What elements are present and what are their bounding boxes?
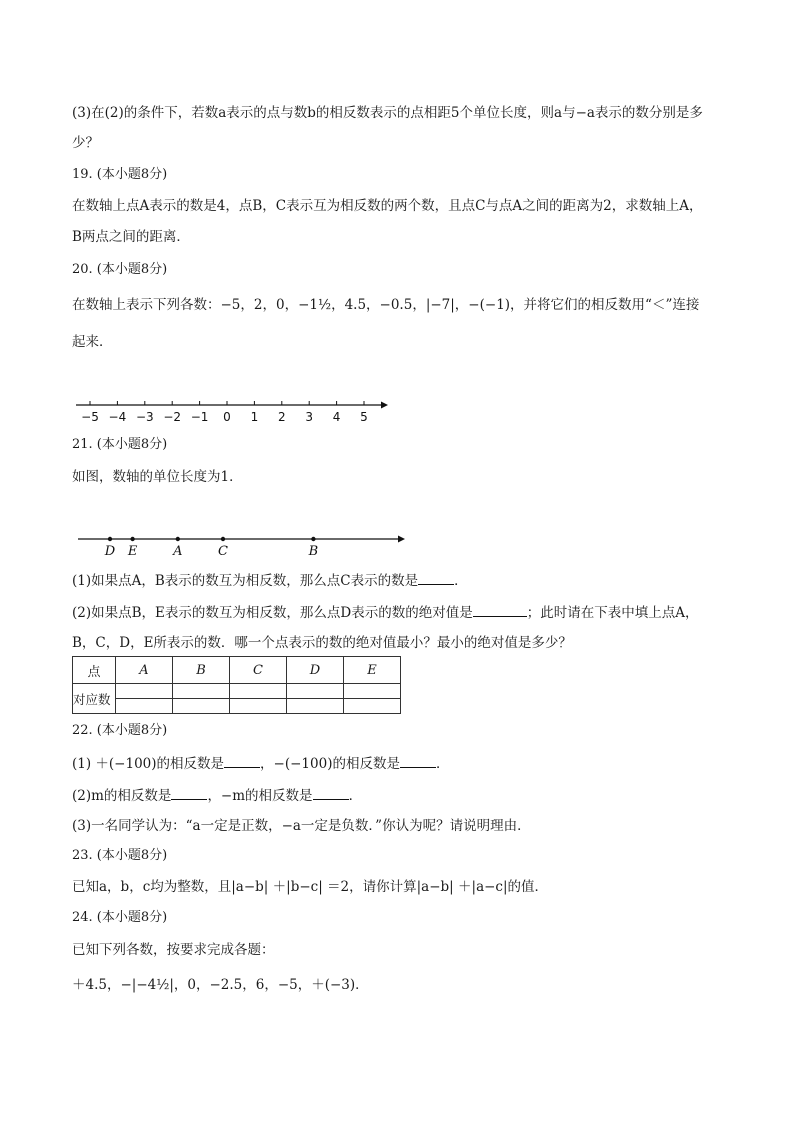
q23-line1: 已知a，b，c均为整数，且|a−b| ＋|b−c| ＝2，请你计算|a−b| ＋|a−c|的值． [72,879,549,895]
point-e [130,537,134,541]
table-cell-c[interactable] [230,684,287,699]
table-cell-a2[interactable] [116,699,173,714]
arrow-head [381,402,388,409]
q21-part2-text: (2)如果点B，E表示的数互为相反数，那么点D表示的数的绝对值是 [72,605,473,621]
tick-label: 3 [305,410,314,424]
q21-header: 21. (本小题8分) [72,437,168,452]
q21-number-line [76,530,416,560]
q22-part3: (3)一名同学认为：“a一定是正数，−a一定是负数．”你认为呢？请说明理由． [72,818,531,834]
tick-label: −3 [135,410,154,424]
point-label-c: C [218,544,228,559]
table-row-label: 对应数 [73,684,116,714]
q20-number-line [76,396,396,426]
table-header-c: C [230,657,287,684]
table-cell-b2[interactable] [173,699,230,714]
table-header-point: 点 [73,657,116,684]
table-cell-b[interactable] [173,684,230,699]
arrow-head [398,536,405,543]
q22-part1-end: ． [435,756,450,772]
q21-part2-tail: ；此时请在下表中填上点A， [526,605,699,621]
q21-part1-text: (1)如果点A，B表示的数互为相反数，那么点C表示的数是 [72,573,419,589]
point-a [176,537,180,541]
table-header-e: E [344,657,401,684]
table-header-a: A [116,657,173,684]
q21-answer-table [72,656,401,714]
q22-part2-text: (2)m的相反数是 [72,788,172,804]
q21-part2-line2: B，C，D，E所表示的数．哪一个点表示的数的绝对值最小？最小的绝对值是多少？ [72,635,572,651]
q21-part1-end: ． [454,573,468,589]
tick-label: 4 [332,410,341,424]
q22-part1-text: (1) ＋(−100)的相反数是 [72,756,225,772]
q24-line2: ＋4.5，−|−4½|，0，−2.5，6，−5，＋(−3)． [72,977,369,993]
q22-part1-blank2[interactable] [400,754,436,768]
q21-part2 [72,603,698,622]
point-c [221,537,225,541]
table-cell-c2[interactable] [230,699,287,714]
tick-label: 0 [223,410,231,424]
q22-part1-mid: ，−(−100)的相反数是 [260,756,400,772]
q21-intro: 如图，数轴的单位长度为1． [72,469,243,485]
q20-line2: 起来． [72,334,113,350]
table-cell-e[interactable] [344,684,401,699]
tick-label: −5 [81,410,99,424]
point-label-a: A [173,544,183,559]
q21-part1-blank[interactable] [418,571,454,585]
point-label-e: E [127,544,138,559]
table-cell-e2[interactable] [344,699,401,714]
tick-label: −1 [190,410,209,424]
tick-label: 2 [277,410,286,424]
table-header-d: D [287,657,344,684]
point-b [311,537,315,541]
q21-part1 [72,571,468,590]
tick-label: −4 [108,410,127,424]
q19-line1: 在数轴上点A表示的数是4，点B，C表示互为相反数的两个数，且点C与点A之间的距离为2，求数轴上A， [72,198,703,214]
q24-header: 24. (本小题8分) [72,910,168,925]
tick-label: 1 [250,410,259,424]
table-cell-a[interactable] [116,684,173,699]
q22-part1 [72,754,449,773]
table-cell-d2[interactable] [287,699,344,714]
q21-part2-blank[interactable] [473,603,527,617]
q22-part2-blank2[interactable] [313,786,349,800]
point-d [108,537,112,541]
tick-label: 5 [360,410,368,424]
q20-line1: 在数轴上表示下列各数：−5，2，0，−1½，4.5，−0.5，|−7|，−(−1)，并将它们的相反数用“＜”连接 [72,297,700,313]
q22-header: 22. (本小题8分) [72,723,168,738]
q24-line1: 已知下列各数，按要求完成各题： [72,942,275,958]
q22-part1-blank1[interactable] [224,754,260,768]
q20-header: 20. (本小题8分) [72,262,168,277]
q22-part2 [72,786,362,805]
point-label-b: B [308,544,319,559]
q22-part2-end: ． [348,788,363,804]
q23-header: 23. (本小题8分) [72,848,168,863]
point-label-d: D [104,544,116,559]
tick-label: −2 [163,410,182,424]
q19-line2: B两点之间的距离． [72,229,190,245]
q22-part2-blank1[interactable] [171,786,207,800]
q22-part2-mid: ，−m的相反数是 [207,788,313,804]
q18-part3-line2: 少？ [72,135,99,151]
q19-header: 19. (本小题8分) [72,167,168,182]
q18-part3-line1: (3)在(2)的条件下，若数a表示的点与数b的相反数表示的点相距5个单位长度，则a与−a表示的数分别是多 [72,105,703,121]
table-cell-d[interactable] [287,684,344,699]
table-header-b: B [173,657,230,684]
